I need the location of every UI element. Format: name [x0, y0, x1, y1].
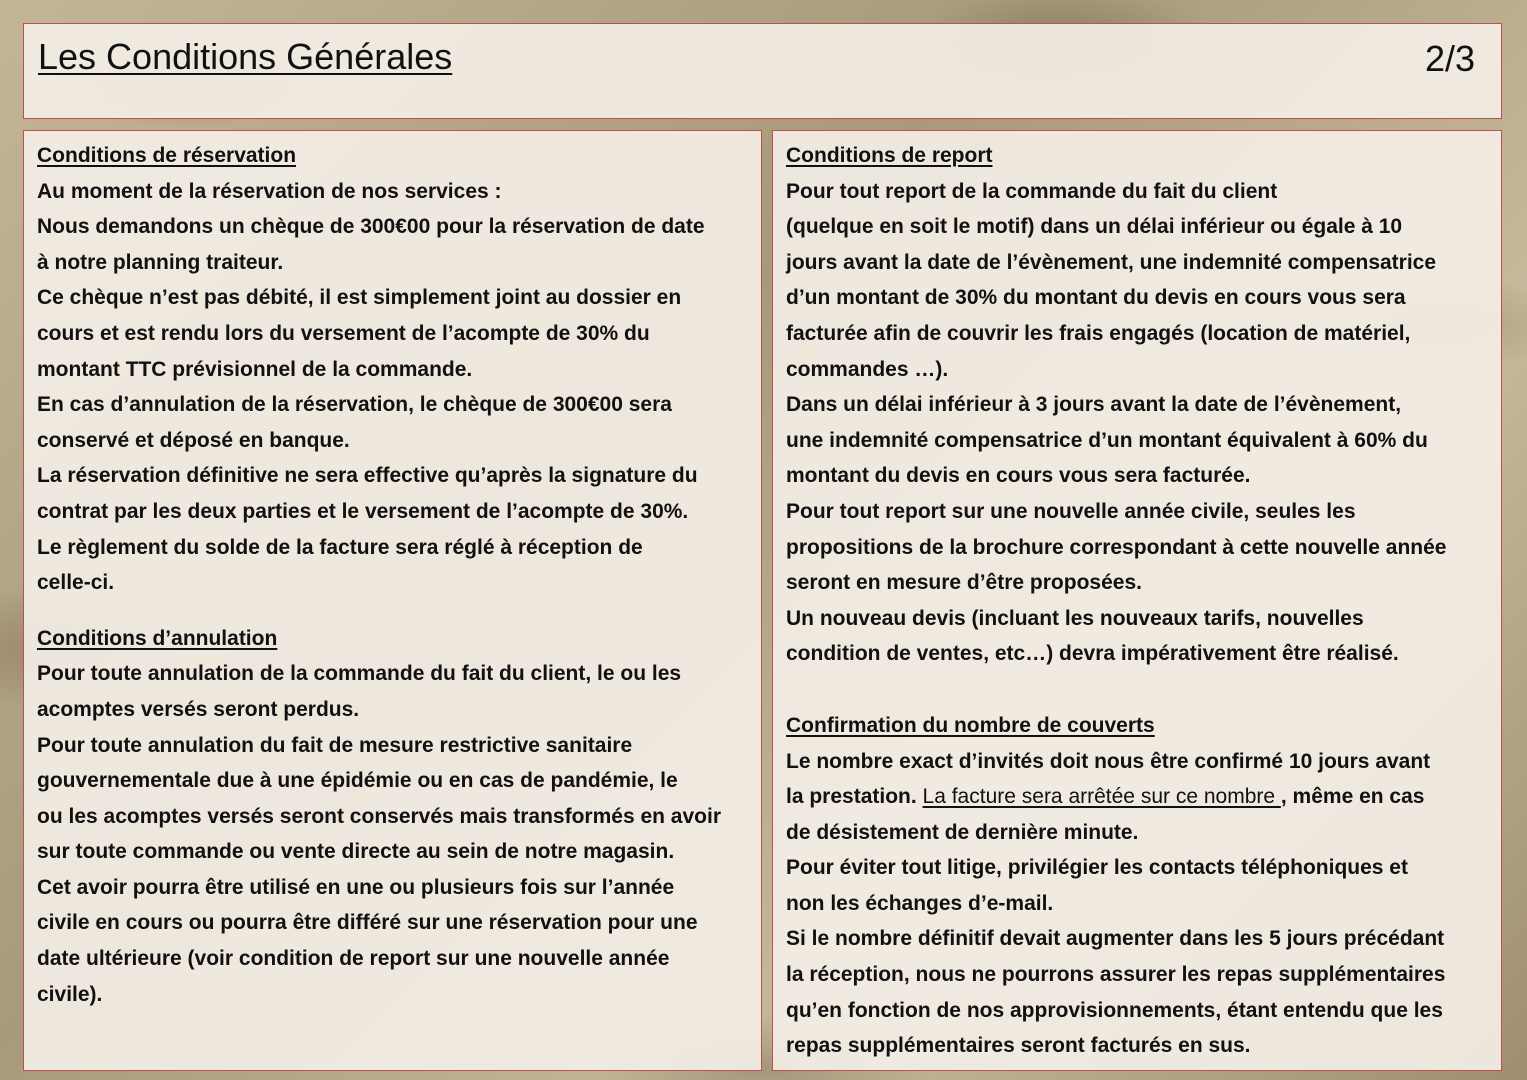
- couverts-line: Si le nombre définitif devait augmenter dans les 5 jours précédant: [786, 927, 1445, 951]
- reservation-line: En cas d’annulation de la réservation, le chèque de 300€00 sera: [37, 393, 672, 417]
- couverts-title: Confirmation du nombre de couverts: [786, 713, 1155, 737]
- right-content: [786, 138, 1491, 1064]
- report-title: Conditions de report: [786, 144, 993, 167]
- couverts-line: de désistement de dernière minute.: [786, 820, 1139, 844]
- annulation-line: date ultérieure (voir condition de report sur une nouvelle année: [37, 947, 670, 971]
- couverts-line: Le nombre exact d’invités doit nous être confirmé 10 jours avant: [786, 749, 1431, 773]
- annulation-line: Cet avoir pourra être utilisé en une ou plusieurs fois sur l’année: [37, 875, 675, 899]
- report-line: Un nouveau devis (incluant les nouveaux tarifs, nouvelles: [786, 606, 1364, 630]
- reservation-line: Le règlement du solde de la facture sera réglé à réception de: [37, 535, 643, 559]
- couverts-text: , même en cas: [1280, 785, 1425, 809]
- reservation-line: Au moment de la réservation de nos services :: [37, 179, 502, 203]
- annulation-line: Pour toute annulation du fait de mesure restrictive sanitaire: [37, 733, 633, 757]
- report-line: commandes …).: [786, 357, 949, 381]
- couverts-line: repas supplémentaires seront facturés en sus.: [786, 1034, 1251, 1058]
- reservation-line: La réservation définitive ne sera effective qu’après la signature du: [37, 464, 698, 488]
- page-title: Les Conditions Générales: [38, 36, 453, 77]
- annulation-line: civile en cours ou pourra être différé sur une réservation pour une: [37, 911, 698, 935]
- page-number: 2/3: [1424, 38, 1475, 79]
- reservation-line: montant TTC prévisionnel de la commande.: [37, 357, 473, 381]
- couverts-text: la prestation.: [786, 785, 923, 809]
- report-line: Pour tout report de la commande du fait du client: [786, 179, 1278, 203]
- report-line: une indemnité compensatrice d’un montant équivalent à 60% du: [786, 428, 1428, 452]
- left-content: [37, 138, 751, 1012]
- couverts-line-mixed: [786, 779, 1491, 815]
- report-line: Pour tout report sur une nouvelle année civile, seules les: [786, 499, 1356, 523]
- reservation-line: contrat par les deux parties et le versement de l’acompte de 30%.: [37, 499, 689, 523]
- report-line: Dans un délai inférieur à 3 jours avant la date de l’évènement,: [786, 393, 1402, 417]
- report-line: (quelque en soit le motif) dans un délai inférieur ou égale à 10: [786, 215, 1403, 239]
- section-spacer: [786, 672, 1491, 708]
- annulation-line: Pour toute annulation de la commande du fait du client, le ou les: [37, 662, 682, 686]
- annulation-line: acomptes versés seront perdus.: [37, 697, 360, 721]
- report-line: propositions de la brochure correspondant à cette nouvelle année: [786, 535, 1447, 559]
- reservation-line: Nous demandons un chèque de 300€00 pour la réservation de date: [37, 215, 705, 239]
- report-line: facturée afin de couvrir les frais engagés (location de matériel,: [786, 321, 1411, 345]
- report-line: montant du devis en cours vous sera facturée.: [786, 464, 1251, 488]
- annulation-line: sur toute commande ou vente directe au sein de notre magasin.: [37, 840, 675, 864]
- left-panel: [23, 130, 762, 1071]
- report-line: d’un montant de 30% du montant du devis en cours vous sera: [786, 286, 1406, 310]
- annulation-title: Conditions d’annulation: [37, 626, 278, 650]
- reservation-title: Conditions de réservation: [37, 144, 297, 167]
- report-line: condition de ventes, etc…) devra impérativement être réalisé.: [786, 642, 1399, 666]
- reservation-line: cours et est rendu lors du versement de l’acompte de 30% du: [37, 321, 650, 345]
- report-line: seront en mesure d’être proposées.: [786, 571, 1142, 595]
- annulation-line: ou les acomptes versés seront conservés mais transformés en avoir: [37, 804, 721, 828]
- right-panel: [772, 130, 1502, 1071]
- reservation-line: conservé et déposé en banque.: [37, 428, 350, 452]
- report-line: jours avant la date de l’évènement, une indemnité compensatrice: [786, 250, 1437, 274]
- couverts-line: Pour éviter tout litige, privilégier les contacts téléphoniques et: [786, 856, 1408, 880]
- section-spacer: [37, 601, 751, 621]
- annulation-line: civile).: [37, 982, 103, 1006]
- header-panel: [23, 23, 1502, 119]
- reservation-line: à notre planning traiteur.: [37, 250, 284, 274]
- couverts-underlined-text: La facture sera arrêtée sur ce nombre: [922, 785, 1281, 809]
- annulation-line: gouvernementale due à une épidémie ou en cas de pandémie, le: [37, 769, 678, 793]
- reservation-line: Ce chèque n’est pas débité, il est simplement joint au dossier en: [37, 286, 682, 310]
- couverts-line: la réception, nous ne pourrons assurer les repas supplémentaires: [786, 963, 1446, 987]
- reservation-line: celle-ci.: [37, 571, 115, 595]
- couverts-line: qu’en fonction de nos approvisionnements, étant entendu que les: [786, 998, 1443, 1022]
- couverts-line: non les échanges d’e-mail.: [786, 891, 1054, 915]
